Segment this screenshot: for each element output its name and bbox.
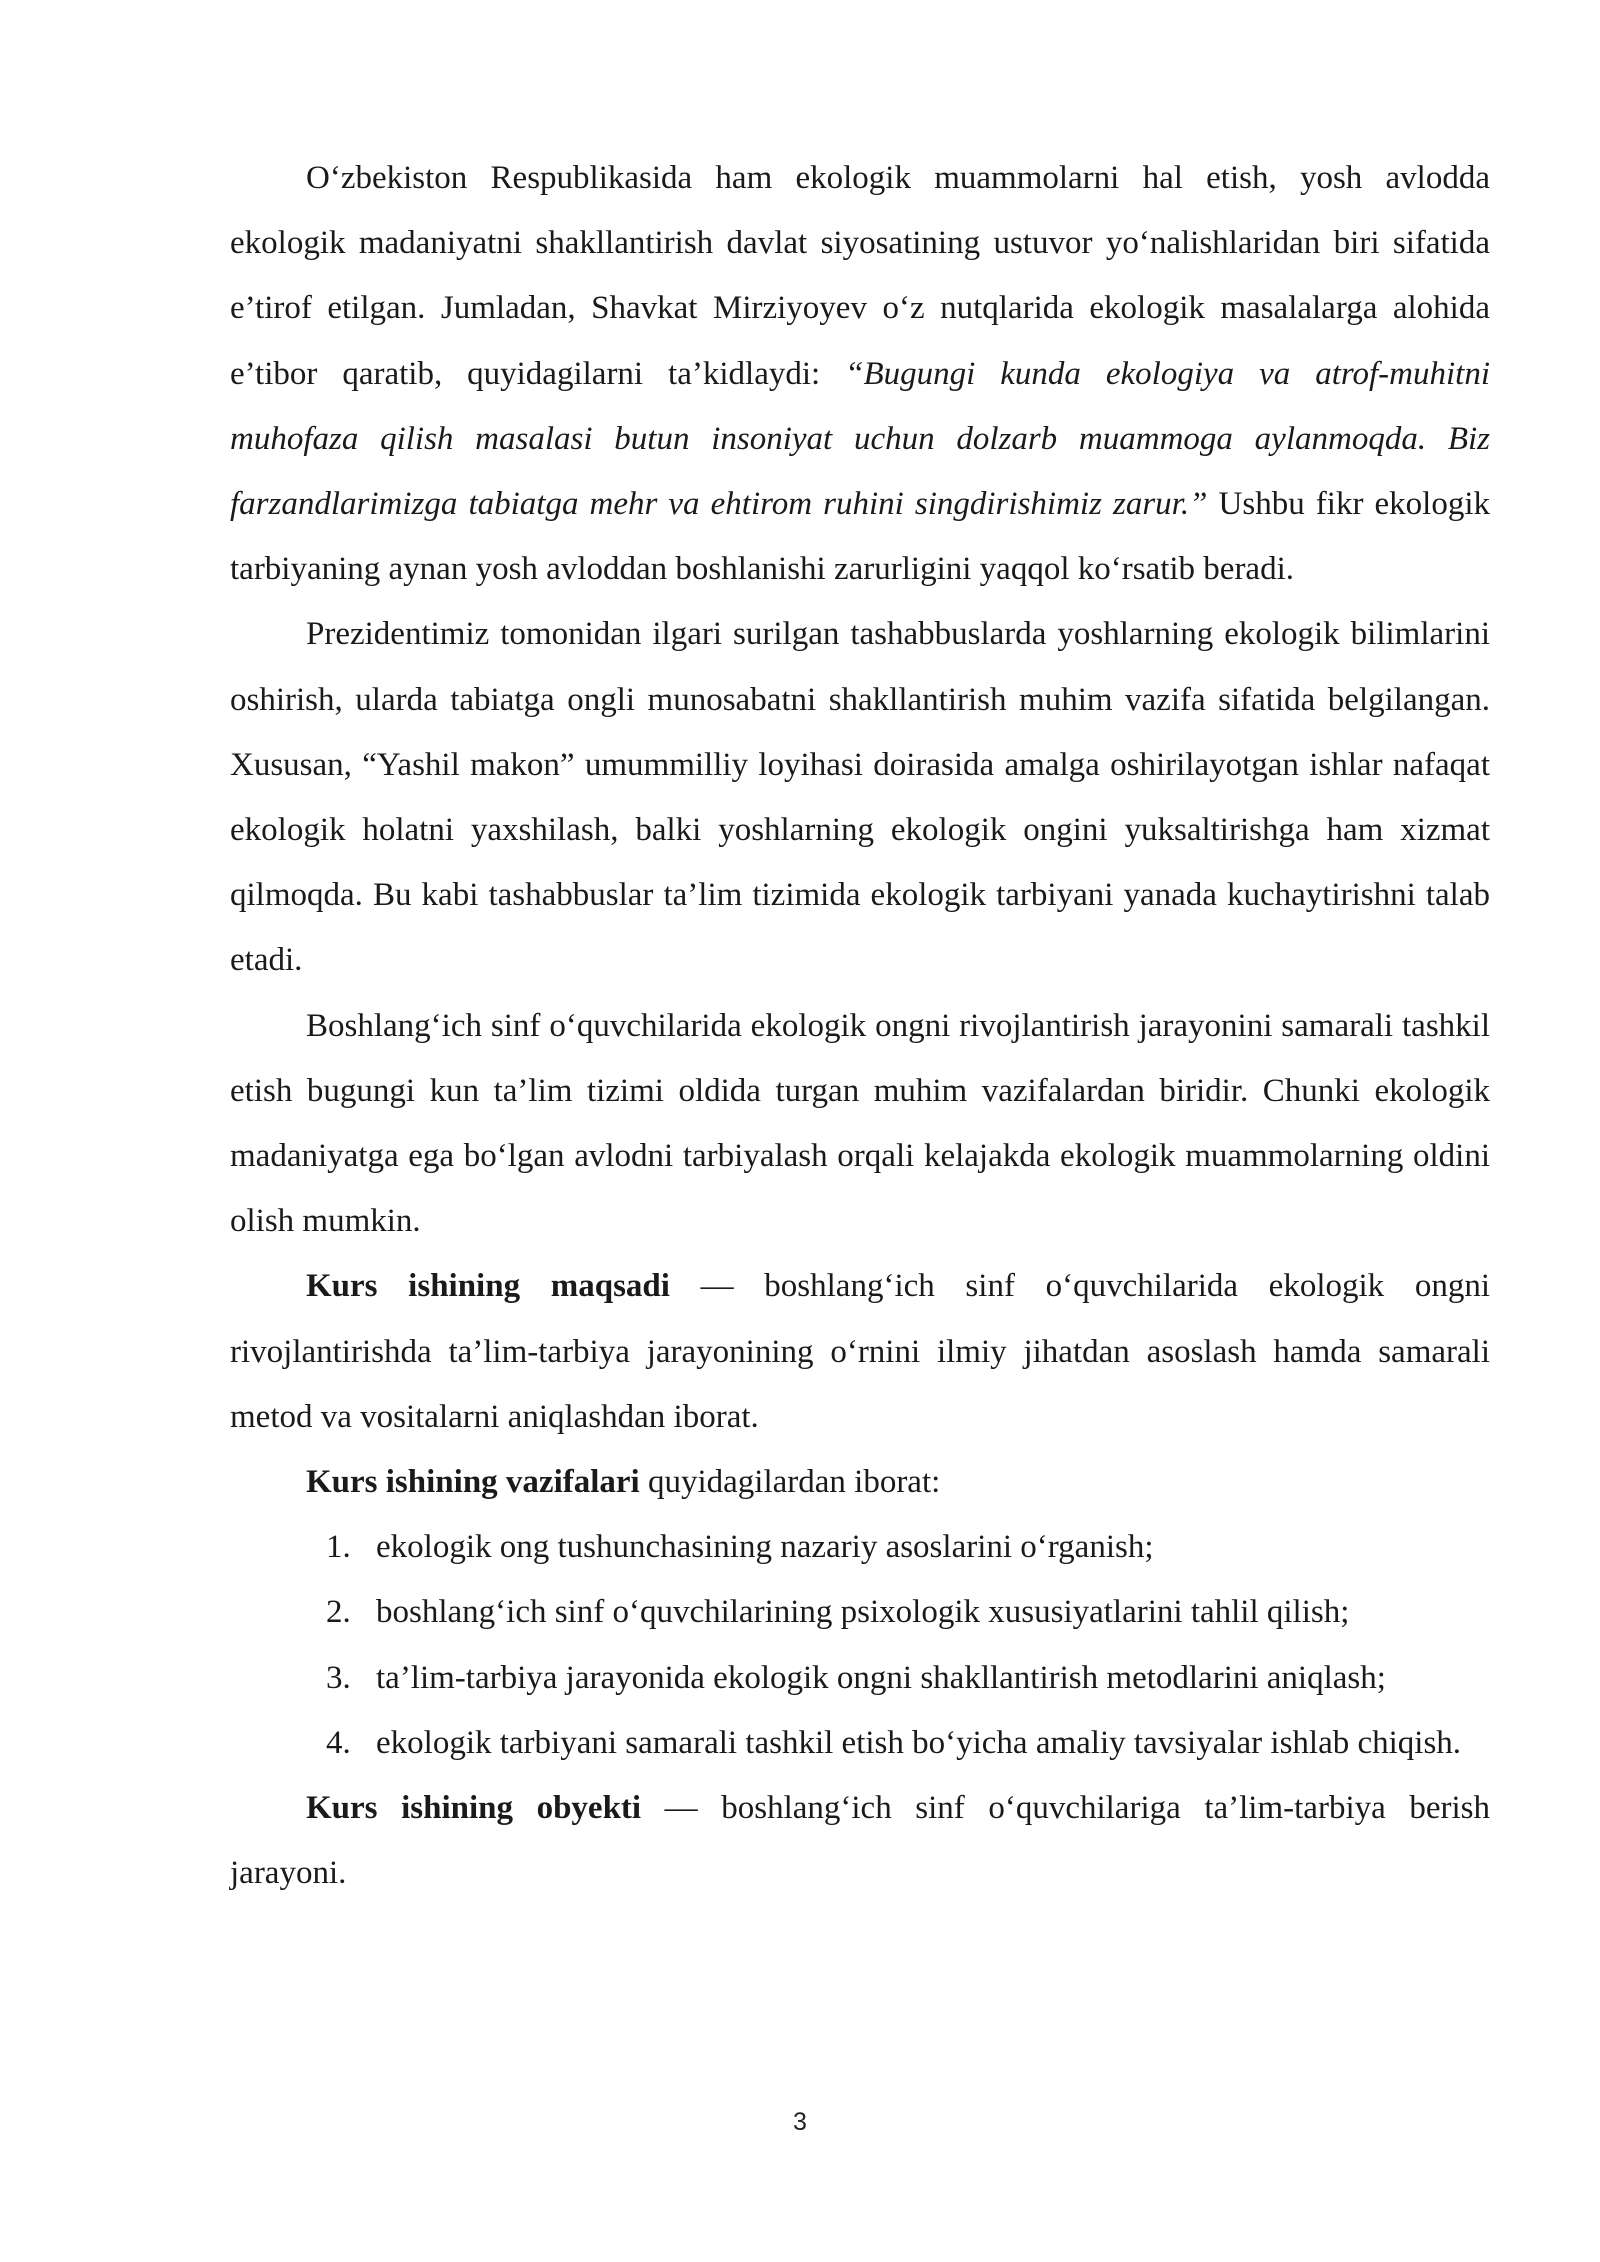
task-text: boshlang‘ich sinf o‘quvchilarining psixologik xususiyatlarini tahlil qilish; bbox=[376, 1594, 1350, 1631]
course-object-label: Kurs ishining obyekti bbox=[306, 1790, 642, 1827]
task-item bbox=[230, 1646, 1490, 1711]
task-item bbox=[230, 1515, 1490, 1580]
paragraph-state-policy bbox=[230, 146, 1490, 602]
paragraph-primary-school: Boshlang‘ich sinf o‘quvchilarida ekologik ongni rivojlantirish jarayonini samarali tashkil etish bugungi kun ta’lim tizimi oldida turgan muhim vazifalardan biridir. Chunki ekologik madaniyatga ega bo‘lgan avlodni tarbiyalash orqali kelajakda ekologik muammolarning oldini olish mumkin. bbox=[230, 1007, 1490, 1240]
course-goal-label: Kurs ishining maqsadi bbox=[306, 1268, 670, 1305]
course-tasks-list bbox=[230, 1515, 1490, 1776]
course-goal bbox=[230, 1254, 1490, 1450]
course-object-text: — boshlang‘ich sinf o‘quvchilariga ta’lim-tarbiya berish jarayoni. bbox=[230, 1790, 1490, 1892]
task-item bbox=[230, 1711, 1490, 1776]
paragraph-initiatives: Prezidentimiz tomonidan ilgari surilgan tashabbuslarda yoshlarning ekologik bilimlarini oshirish, ularda tabiatga ongli munosabatni shakllantirish muhim vazifa sifatida belgilangan. Xususan, “Yashil makon” umummilliy loyihasi doirasida amalga oshirilayotgan ishlar nafaqat ekologik holatni yaxshilash, balki yoshlarning ekologik ongini yuksaltirishga ham xizmat qilmoqda. Bu kabi tashabbuslar ta’lim tizimida ekologik tarbiyani yanada kuchaytirishni talab etadi. bbox=[230, 616, 1490, 979]
page-number: 3 bbox=[793, 2108, 807, 2136]
president-quote: “Bugungi kunda ekologiya va atrof-muhitni muhofaza qilish masalasi butun insoniyat uchun dolzarb muammoga aylanmoqda. Biz farzandlarimizga tabiatga mehr va ehtirom ruhini singdirishimiz zarur.” bbox=[230, 355, 1490, 523]
document-page bbox=[230, 146, 1490, 1906]
course-tasks-intro bbox=[230, 1450, 1490, 1515]
course-tasks-label: Kurs ishining vazifalari bbox=[306, 1464, 640, 1501]
course-object bbox=[230, 1776, 1490, 1906]
task-number: 1. bbox=[326, 1529, 351, 1566]
task-text: ekologik ong tushunchasining nazariy asoslarini o‘rganish; bbox=[376, 1529, 1154, 1566]
task-text: ta’lim-tarbiya jarayonida ekologik ongni shakllantirish metodlarini aniqlash; bbox=[376, 1659, 1386, 1696]
course-goal-text: — boshlang‘ich sinf o‘quvchilarida ekologik ongni rivojlantirishda ta’lim-tarbiya jarayonining o‘rnini ilmiy jihatdan asoslash hamda samarali metod va vositalarni aniqlashdan iborat. bbox=[230, 1268, 1491, 1435]
task-number: 3. bbox=[326, 1659, 351, 1696]
task-number: 2. bbox=[326, 1594, 351, 1631]
paragraph-tail-text: Ushbu fikr ekologik tarbiyaning aynan yosh avloddan boshlanishi zarurligini yaqqol ko‘rsatib beradi. bbox=[230, 486, 1490, 588]
course-tasks-text: quyidagilardan iborat: bbox=[639, 1464, 941, 1501]
task-text: ekologik tarbiyani samarali tashkil etish bo‘yicha amaliy tavsiyalar ishlab chiqish. bbox=[376, 1724, 1462, 1761]
paragraph-lead-text: O‘zbekiston Respublikasida ham ekologik muammolarni hal etish, yosh avlodda ekologik madaniyatni shakllantirish davlat siyosatining ustuvor yo‘nalishlaridan biri sifatida e’tirof etilgan. Jumladan, Shavkat Mirziyoyev o‘z nutqlarida ekologik masalalarga alohida e’tibor qaratib, quyidagilarni ta’kidlaydi: bbox=[230, 160, 1490, 392]
task-item bbox=[230, 1580, 1490, 1645]
task-number: 4. bbox=[326, 1724, 351, 1761]
